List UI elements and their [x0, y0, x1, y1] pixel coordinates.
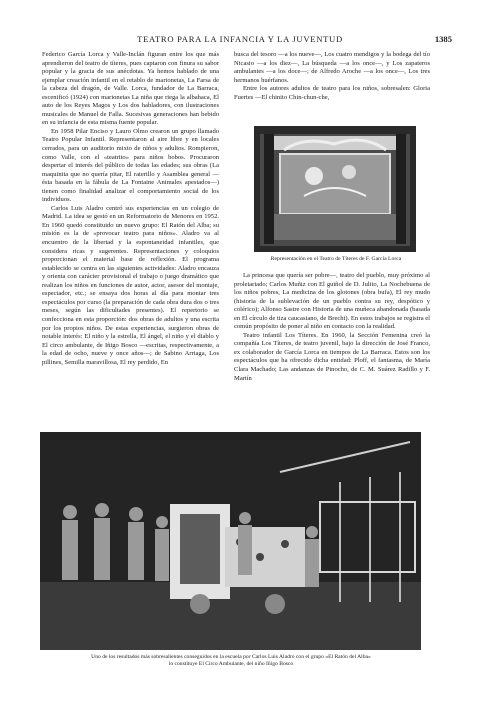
right-column-lower: [234, 272, 430, 383]
paragraph: Teatro infantil Los Títeres. En 1960, la Sección Femenina creó la compañía Los Títeres, de teatro juvenil, bajo la dirección de José Franco, ex colaborador de García Lorca en tiempos de La Barraca. Estos son los espectáculos que ha ofrecido dicha entidad: Ploff, el fantasma, de María Clara Machado; Las andanzas de Pinocho, de C. M. Suárez Radillo y F. Martín: [234, 331, 430, 382]
paragraph: En 1958 Pilar Enciso y Lauro Olmo crearon un grupo llamado Teatro Popular Infantil. Representaron al aire libre y en locales cerrados, para un auditorio mixto de niños y adultos. Rompieron, como Valle, con el «teatrito» para niños bobos. Procuraron despertar el interés del público de todas las edades; sus obras (La maquinita que no quería pitar, El raterillo y Asamblea general —ésta basada en la fábula de La Fontaine Animales apestados—) tienen como finalidad analizar el comportamiento social de los individuos.: [42, 127, 219, 204]
bottom-photo-caption: [38, 654, 424, 668]
paragraph: La princesa que quería ser pobre—, teatro del pueblo, muy próximo al proletariado; Carlos Muñiz con El guiñol de D. Julito, La Nochebuena de los niños pobres, La medicina de los glotones (obra bufa), El rey mudo (historia de la sublevación de un pueblo contra su rey, despótico y colérico); Alfonso Sastre con Historia de una muñeca abandonada (basada en El círculo de tiza caucasiano, de Brecht). En estos trabajos se registra el común propósito de poner al niño en contacto con la realidad.: [234, 272, 430, 331]
stage-photo-caption: Representación en el Teatro de Títeres de F. García Lorca: [270, 256, 402, 262]
page-header: [40, 34, 452, 48]
paragraph: busca del tesoro —a los nueve—, Los cuatro mendigos y la bodega del tío Nicasio —a los diez—, La búsqueda —a los once—, y Los zapateros ambulantes —a los doce—; de Alfredo Aroche —a los once—, Los tres hermanos huérfanos.: [234, 51, 430, 84]
caption-line: lo constituye El Circo Ambulante, del niño Iñigo Bosco: [168, 661, 294, 668]
circus-play-photo: [40, 432, 421, 650]
paragraph: Carlos Luis Aladro centró sus experiencias en un colegio de Madrid. La idea se gestó en un Reformatorio de Menores en 1952. En 1960 quedó constituido un nuevo grupo: El Ratón del Alba; su misión es la de «provocar teatro para niños». Aladro va al encuentro de la libertad y la espontaneidad infantiles, que considera ricas y sugerentes. Representaciones y coloquios proporcionan el material base de reflexión. El programa establecido se centra en las siguientes actividades: Aladro encauza y orienta con carácter provisional el trabajo o juego dramático que realizan los niños en funciones de autor, actor, asesor del montaje, espectador, etc.; se ensaya dos horas al día para montar tres espectáculos por curso (la preparación de cada obra dura dos o tres meses, según las dificultades presentes). El repertorio se confecciona en esta proporción: dos obras de adultos y una escrita por los propios niños. De estas experiencias, surgieron obras de notable interés: El niño y la estrella, El ángel, el niño y el diablo y El circo ambulante, de Iñigo Bosco —escritas, respectivamente, a la edad de ocho, nueve y once años—; de Sabino Arriaga, Los pillines, Semilla maravillosa, El rey perdido, En: [42, 204, 219, 366]
running-title: TEATRO PARA LA INFANCIA Y LA JUVENTUD: [137, 34, 343, 44]
paragraph: Federico García Lorca y Valle-Inclán figuran entre los que más aprendieron del teatro de títeres, pues captaron con finura su sabor popular y la gracia de sus anécdotas. Ya hemos hablado de una ejemplar creación infantil en el retablo de marionetas, La Farsa de la cabeza del dragón, de Valle. Lorca, fundador de La Barraca, escenificó (1924) con marionetas La niña que riega la albahaca, El auto de los Reyes Magos y Los dos habladores, con ilustraciones musicales de Manuel de Falla. Sucesivas generaciones han bebido en su infancia de esta misma fuente popular.: [42, 51, 219, 127]
left-column: [42, 51, 219, 367]
right-column-upper: [234, 51, 430, 102]
paragraph: Entre los autores adultos de teatro para los niños, sobresalen: Gloria Fuertes —El chinito Chin-chun-che,: [234, 85, 430, 101]
page-number: 1385: [434, 34, 452, 44]
puppet-theatre-photo: [254, 126, 416, 252]
caption-line: Uno de los resultados más sobresalientes conseguidos en la escuela por Carlos Luis Aladro con el grupo «El Ratón del Alba»: [91, 654, 371, 660]
